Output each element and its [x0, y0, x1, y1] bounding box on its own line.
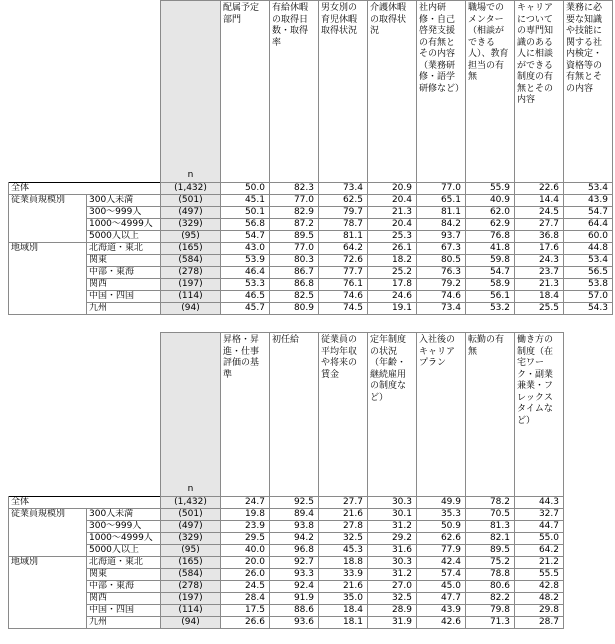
value-cell: 40.9: [466, 195, 515, 207]
value-cell: 32.5: [319, 533, 368, 545]
value-cell: 60.0: [564, 231, 613, 243]
value-cell: 23.9: [221, 521, 270, 533]
group-label: 従業員規模別: [9, 509, 87, 557]
value-cell: 31.9: [368, 617, 417, 629]
row-label: 北海道・東北: [87, 557, 161, 569]
value-cell: 54.7: [221, 231, 270, 243]
value-cell: 93.7: [417, 231, 466, 243]
value-cell: 59.8: [466, 255, 515, 267]
value-cell: 88.6: [270, 605, 319, 617]
row-label: 中国・四国: [87, 605, 161, 617]
value-cell: 45.1: [221, 195, 270, 207]
row-label: 300～999人: [87, 521, 161, 533]
value-cell: 62.0: [466, 207, 515, 219]
value-cell: 27.8: [319, 521, 368, 533]
sample-size-cell: (501): [161, 195, 221, 207]
value-cell: 25.3: [368, 231, 417, 243]
value-cell: 76.8: [466, 231, 515, 243]
value-cell: 43.0: [221, 243, 270, 255]
value-cell: 44.8: [564, 243, 613, 255]
table-row: [9, 291, 613, 303]
value-cell: 55.0: [515, 533, 564, 545]
value-cell: 79.7: [319, 207, 368, 219]
value-cell: 18.1: [319, 617, 368, 629]
value-cell: 31.2: [368, 569, 417, 581]
table-row: [9, 255, 613, 267]
value-cell: 82.2: [466, 593, 515, 605]
value-cell: 77.9: [417, 545, 466, 557]
value-cell: 49.9: [417, 497, 466, 509]
table-row: [9, 207, 613, 219]
value-cell: 70.5: [466, 509, 515, 521]
value-cell: 14.4: [515, 195, 564, 207]
column-header: 昇格・昇進・仕事評価の基準: [221, 333, 270, 497]
column-header: 業務に必要な知識や技能に関する社内検定・資格等の有無とその内容: [564, 1, 613, 183]
sample-size-cell: (165): [161, 243, 221, 255]
table-row: [9, 243, 613, 255]
n-header: n: [161, 1, 221, 183]
value-cell: 96.8: [270, 545, 319, 557]
row-label: 1000～4999人: [87, 533, 161, 545]
column-header: 介護休暇の取得状況: [368, 1, 417, 183]
sample-size-cell: (497): [161, 521, 221, 533]
value-cell: 86.7: [270, 267, 319, 279]
value-cell: 64.2: [319, 243, 368, 255]
value-cell: 21.3: [368, 207, 417, 219]
value-cell: 24.5: [221, 581, 270, 593]
row-label: 全体: [9, 497, 161, 509]
table-row: [9, 183, 613, 195]
value-cell: 77.0: [417, 183, 466, 195]
row-label: 300人未満: [87, 509, 161, 521]
sample-size-cell: (278): [161, 267, 221, 279]
header-row: [9, 333, 564, 497]
value-cell: 26.1: [368, 243, 417, 255]
table-row: [9, 195, 613, 207]
value-cell: 76.1: [319, 279, 368, 291]
value-cell: 48.2: [515, 593, 564, 605]
value-cell: 19.8: [221, 509, 270, 521]
table-row: [9, 279, 613, 291]
column-header: キャリアについての専門知識のある人に相談ができる制度の有無とその内容: [515, 1, 564, 183]
table-row: [9, 231, 613, 243]
value-cell: 80.5: [417, 255, 466, 267]
column-header: 従業員の平均年収や将来の賃金: [319, 333, 368, 497]
value-cell: 32.5: [368, 593, 417, 605]
value-cell: 93.6: [270, 617, 319, 629]
value-cell: 29.5: [221, 533, 270, 545]
value-cell: 18.4: [515, 291, 564, 303]
sample-size-cell: (114): [161, 291, 221, 303]
column-header: 男女別の育児休暇取得状況: [319, 1, 368, 183]
value-cell: 73.4: [417, 303, 466, 315]
value-cell: 33.9: [319, 569, 368, 581]
table-row: [9, 521, 564, 533]
value-cell: 56.1: [466, 291, 515, 303]
value-cell: 45.7: [221, 303, 270, 315]
sample-size-cell: (329): [161, 219, 221, 231]
row-label: 300人未満: [87, 195, 161, 207]
value-cell: 73.4: [319, 183, 368, 195]
table-row: [9, 545, 564, 557]
value-cell: 28.9: [368, 605, 417, 617]
value-cell: 21.2: [515, 557, 564, 569]
value-cell: 78.7: [319, 219, 368, 231]
value-cell: 53.4: [564, 255, 613, 267]
value-cell: 18.2: [368, 255, 417, 267]
value-cell: 24.6: [368, 291, 417, 303]
value-cell: 23.7: [515, 267, 564, 279]
row-label: 中部・東海: [87, 267, 161, 279]
value-cell: 56.8: [221, 219, 270, 231]
value-cell: 35.3: [417, 509, 466, 521]
table-row: [9, 581, 564, 593]
value-cell: 81.1: [319, 231, 368, 243]
value-cell: 77.7: [319, 267, 368, 279]
row-label: 中国・四国: [87, 291, 161, 303]
value-cell: 24.7: [221, 497, 270, 509]
value-cell: 36.8: [515, 231, 564, 243]
value-cell: 55.5: [515, 569, 564, 581]
value-cell: 57.4: [417, 569, 466, 581]
value-cell: 18.8: [319, 557, 368, 569]
value-cell: 25.2: [368, 267, 417, 279]
value-cell: 62.6: [417, 533, 466, 545]
table-row: [9, 569, 564, 581]
row-label: 関西: [87, 279, 161, 291]
value-cell: 53.3: [221, 279, 270, 291]
value-cell: 43.9: [564, 195, 613, 207]
column-header: 有給休暇の取得日数・取得率: [270, 1, 319, 183]
row-label: 1000～4999人: [87, 219, 161, 231]
value-cell: 22.6: [515, 183, 564, 195]
value-cell: 19.1: [368, 303, 417, 315]
value-cell: 28.4: [221, 593, 270, 605]
value-cell: 30.1: [368, 509, 417, 521]
value-cell: 42.4: [417, 557, 466, 569]
value-cell: 91.9: [270, 593, 319, 605]
sample-size-cell: (94): [161, 617, 221, 629]
sample-size-cell: (278): [161, 581, 221, 593]
value-cell: 80.9: [270, 303, 319, 315]
value-cell: 46.5: [221, 291, 270, 303]
value-cell: 29.8: [515, 605, 564, 617]
value-cell: 89.4: [270, 509, 319, 521]
value-cell: 18.4: [319, 605, 368, 617]
value-cell: 35.0: [319, 593, 368, 605]
column-header: 職場でのメンター（相談ができる人）、教育担当の有無: [466, 1, 515, 183]
value-cell: 79.2: [417, 279, 466, 291]
sample-size-cell: (94): [161, 303, 221, 315]
table-row: [9, 593, 564, 605]
value-cell: 64.2: [515, 545, 564, 557]
value-cell: 77.0: [270, 195, 319, 207]
survey-table-2: [8, 332, 564, 629]
sample-size-cell: (95): [161, 231, 221, 243]
value-cell: 55.9: [466, 183, 515, 195]
value-cell: 50.9: [417, 521, 466, 533]
value-cell: 46.4: [221, 267, 270, 279]
row-label: 関東: [87, 569, 161, 581]
value-cell: 53.2: [466, 303, 515, 315]
value-cell: 92.7: [270, 557, 319, 569]
value-cell: 44.3: [515, 497, 564, 509]
table-row: [9, 533, 564, 545]
value-cell: 20.4: [368, 195, 417, 207]
value-cell: 80.3: [270, 255, 319, 267]
header-row: [9, 1, 613, 183]
value-cell: 93.8: [270, 521, 319, 533]
value-cell: 74.6: [319, 291, 368, 303]
value-cell: 27.7: [515, 219, 564, 231]
value-cell: 82.1: [466, 533, 515, 545]
row-label: 九州: [87, 303, 161, 315]
value-cell: 81.3: [466, 521, 515, 533]
n-header: n: [161, 333, 221, 497]
sample-size-cell: (165): [161, 557, 221, 569]
value-cell: 26.6: [221, 617, 270, 629]
column-header: 転勤の有無: [466, 333, 515, 497]
row-label: 関東: [87, 255, 161, 267]
sample-size-cell: (584): [161, 255, 221, 267]
value-cell: 93.3: [270, 569, 319, 581]
sample-size-cell: (95): [161, 545, 221, 557]
value-cell: 74.6: [417, 291, 466, 303]
value-cell: 31.2: [368, 521, 417, 533]
sample-size-cell: (197): [161, 593, 221, 605]
value-cell: 42.8: [515, 581, 564, 593]
sample-size-cell: (584): [161, 569, 221, 581]
survey-table-1: [8, 0, 613, 315]
value-cell: 32.7: [515, 509, 564, 521]
value-cell: 24.3: [515, 255, 564, 267]
column-header: 配属予定部門: [221, 1, 270, 183]
value-cell: 67.3: [417, 243, 466, 255]
sample-size-cell: (329): [161, 533, 221, 545]
value-cell: 20.9: [368, 183, 417, 195]
value-cell: 89.5: [466, 545, 515, 557]
value-cell: 17.5: [221, 605, 270, 617]
table-row: [9, 267, 613, 279]
value-cell: 94.2: [270, 533, 319, 545]
value-cell: 79.8: [466, 605, 515, 617]
value-cell: 74.5: [319, 303, 368, 315]
value-cell: 84.2: [417, 219, 466, 231]
value-cell: 45.3: [319, 545, 368, 557]
table-row: [9, 303, 613, 315]
column-header: 入社後のキャリアプラン: [417, 333, 466, 497]
table-row: [9, 509, 564, 521]
value-cell: 26.0: [221, 569, 270, 581]
value-cell: 92.5: [270, 497, 319, 509]
value-cell: 47.7: [417, 593, 466, 605]
value-cell: 50.0: [221, 183, 270, 195]
value-cell: 92.4: [270, 581, 319, 593]
value-cell: 54.7: [466, 267, 515, 279]
column-header: 働き方の制度（在宅ワーク・副業兼業・フレックスタイムなど）: [515, 333, 564, 497]
value-cell: 76.3: [417, 267, 466, 279]
table-row: [9, 497, 564, 509]
table-row: [9, 617, 564, 629]
value-cell: 42.6: [417, 617, 466, 629]
value-cell: 65.1: [417, 195, 466, 207]
column-header: 初任給: [270, 333, 319, 497]
value-cell: 78.2: [466, 497, 515, 509]
row-label: 5000人以上: [87, 231, 161, 243]
value-cell: 25.5: [515, 303, 564, 315]
value-cell: 56.5: [564, 267, 613, 279]
row-label: 300～999人: [87, 207, 161, 219]
value-cell: 89.5: [270, 231, 319, 243]
value-cell: 20.0: [221, 557, 270, 569]
value-cell: 40.0: [221, 545, 270, 557]
value-cell: 17.6: [515, 243, 564, 255]
sample-size-cell: (1,432): [161, 497, 221, 509]
value-cell: 82.3: [270, 183, 319, 195]
row-label: 中部・東海: [87, 581, 161, 593]
value-cell: 41.8: [466, 243, 515, 255]
value-cell: 86.8: [270, 279, 319, 291]
value-cell: 29.2: [368, 533, 417, 545]
row-label: 九州: [87, 617, 161, 629]
value-cell: 64.4: [564, 219, 613, 231]
value-cell: 57.0: [564, 291, 613, 303]
value-cell: 72.6: [319, 255, 368, 267]
value-cell: 77.0: [270, 243, 319, 255]
value-cell: 87.2: [270, 219, 319, 231]
value-cell: 28.7: [515, 617, 564, 629]
value-cell: 20.4: [368, 219, 417, 231]
value-cell: 75.2: [466, 557, 515, 569]
sample-size-cell: (501): [161, 509, 221, 521]
value-cell: 44.7: [515, 521, 564, 533]
value-cell: 27.7: [319, 497, 368, 509]
group-label: 地域別: [9, 243, 87, 315]
value-cell: 30.3: [368, 497, 417, 509]
value-cell: 62.5: [319, 195, 368, 207]
value-cell: 27.0: [368, 581, 417, 593]
value-cell: 21.6: [319, 509, 368, 521]
value-cell: 45.0: [417, 581, 466, 593]
value-cell: 82.9: [270, 207, 319, 219]
table-row: [9, 557, 564, 569]
value-cell: 53.9: [221, 255, 270, 267]
value-cell: 24.5: [515, 207, 564, 219]
value-cell: 21.6: [319, 581, 368, 593]
value-cell: 54.3: [564, 303, 613, 315]
row-label: 5000人以上: [87, 545, 161, 557]
group-label: 地域別: [9, 557, 87, 629]
value-cell: 71.3: [466, 617, 515, 629]
value-cell: 30.3: [368, 557, 417, 569]
value-cell: 54.7: [564, 207, 613, 219]
value-cell: 50.1: [221, 207, 270, 219]
value-cell: 58.9: [466, 279, 515, 291]
group-label: 従業員規模別: [9, 195, 87, 243]
sample-size-cell: (197): [161, 279, 221, 291]
row-label: 全体: [9, 183, 161, 195]
value-cell: 53.8: [564, 279, 613, 291]
value-cell: 53.4: [564, 183, 613, 195]
row-label: 北海道・東北: [87, 243, 161, 255]
value-cell: 78.8: [466, 569, 515, 581]
row-label: 関西: [87, 593, 161, 605]
column-header: 社内研修・自己啓発支援の有無とその内容（業務研修・語学研修など）: [417, 1, 466, 183]
sample-size-cell: (497): [161, 207, 221, 219]
value-cell: 31.6: [368, 545, 417, 557]
value-cell: 81.1: [417, 207, 466, 219]
value-cell: 82.5: [270, 291, 319, 303]
column-header: 定年制度の状況（年齢・継続雇用の制度など）: [368, 333, 417, 497]
value-cell: 17.8: [368, 279, 417, 291]
value-cell: 21.3: [515, 279, 564, 291]
sample-size-cell: (114): [161, 605, 221, 617]
table-row: [9, 219, 613, 231]
table-row: [9, 605, 564, 617]
sample-size-cell: (1,432): [161, 183, 221, 195]
value-cell: 80.6: [466, 581, 515, 593]
value-cell: 62.9: [466, 219, 515, 231]
value-cell: 43.9: [417, 605, 466, 617]
